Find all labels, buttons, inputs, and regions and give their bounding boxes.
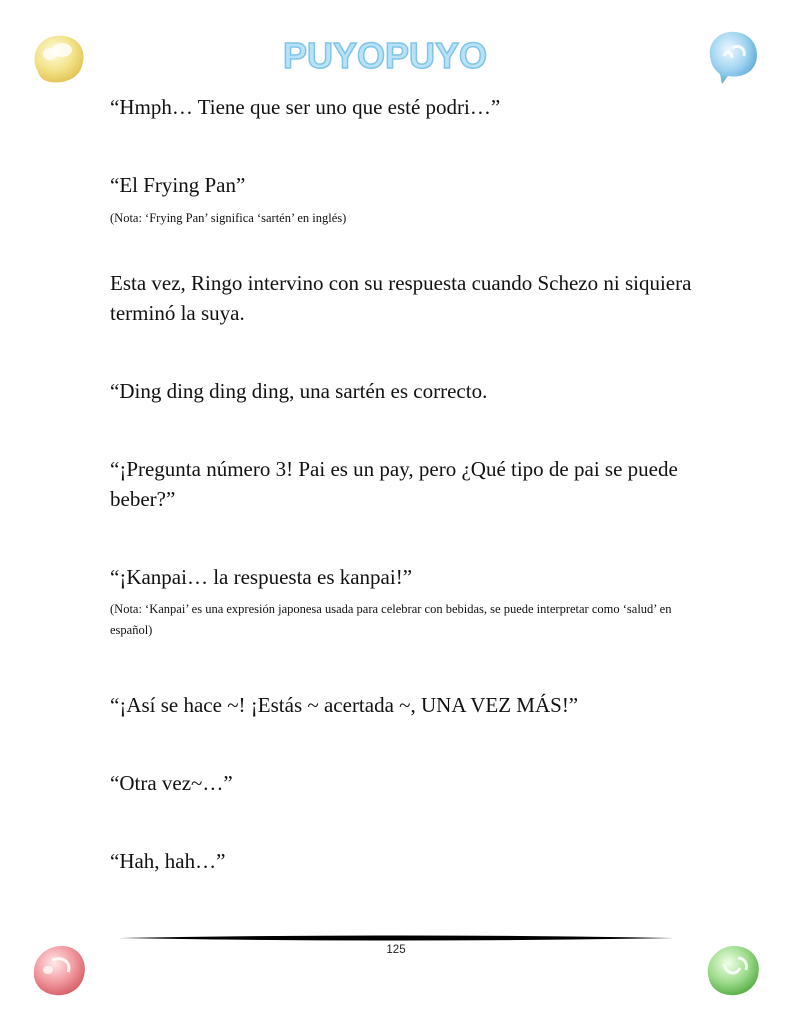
logo-text: PUYOPUYO xyxy=(282,35,488,76)
paragraph: “Hah, hah…” xyxy=(110,849,226,873)
translator-note: (Nota: ‘Frying Pan’ significa ‘sartén’ en inglés) xyxy=(110,211,347,225)
paragraph: “El Frying Pan” xyxy=(110,173,246,197)
translator-note: (Nota: ‘Kanpai’ es una expresión japonesa usada para celebrar con bebidas, se puede interpretar como ‘salud’ en español) xyxy=(110,602,672,637)
paragraph: “¡Kanpai… la respuesta es kanpai!” xyxy=(110,565,413,589)
paragraph: “Ding ding ding ding, una sartén es correcto. xyxy=(110,379,488,403)
puyopuyo-logo xyxy=(282,30,488,80)
paragraph: “¡Pregunta número 3! Pai es un pay, pero ¿Qué tipo de pai se puede beber?” xyxy=(110,457,678,511)
paragraph: “Hmph… Tiene que ser uno que esté podri…” xyxy=(110,95,501,119)
paragraph: Esta vez, Ringo intervino con su respuesta cuando Schezo ni siquiera terminó la suya. xyxy=(110,271,692,325)
page-number: 125 xyxy=(386,944,406,956)
paragraph: “Otra vez~…” xyxy=(110,771,233,795)
paragraph: “¡Así se hace ~! ¡Estás ~ acertada ~, UNA VEZ MÁS!” xyxy=(110,693,579,717)
yellow-puyo-icon xyxy=(28,28,90,90)
blue-puyo-icon xyxy=(702,26,764,88)
footer-rule xyxy=(118,934,674,942)
